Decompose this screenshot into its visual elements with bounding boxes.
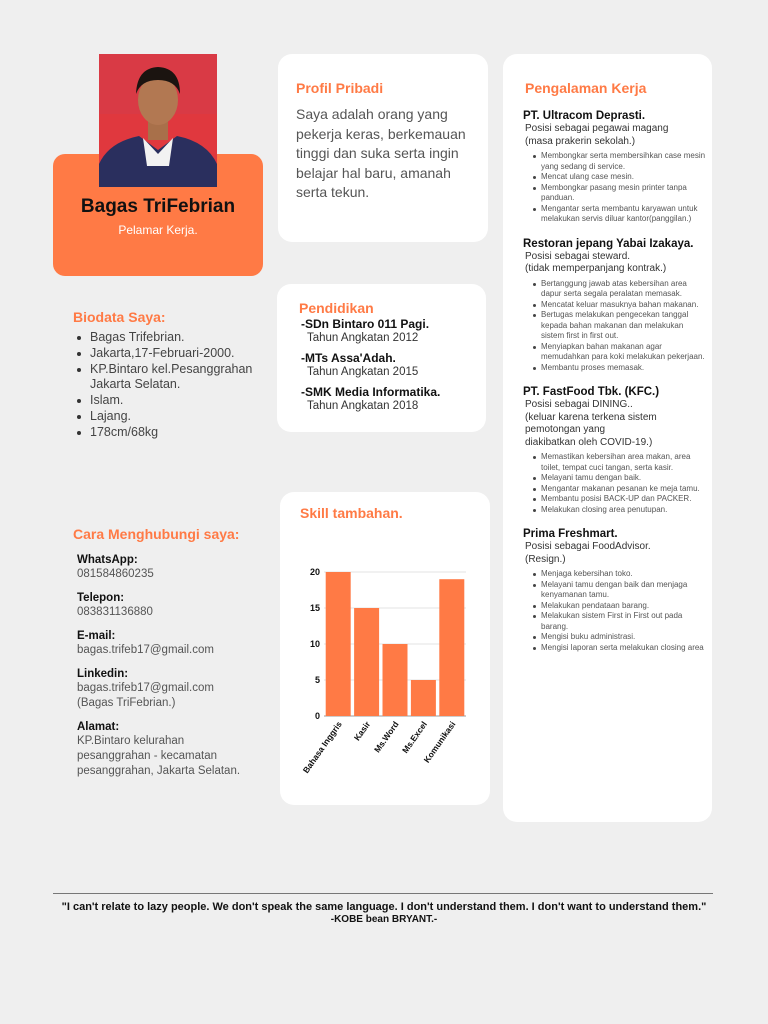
- y-tick-label: 5: [314, 675, 320, 685]
- job-item: [523, 109, 707, 225]
- job-position: Posisi sebagai pegawai magang (masa prakerin sekolah.): [525, 123, 669, 147]
- skill-card: [280, 492, 490, 805]
- job-task: Membongkar serta membersihkan case mesin yang sedang di service.: [533, 151, 707, 172]
- biodata-title: Biodata Saya:: [73, 309, 166, 325]
- contact-label: Alamat:: [77, 721, 120, 733]
- biodata-item: Bagas Trifebrian.: [75, 330, 265, 346]
- biodata-item: 178cm/68kg: [75, 425, 265, 441]
- education-item: [301, 317, 481, 345]
- contact-label: E-mail:: [77, 630, 116, 642]
- experience-card: [503, 54, 712, 822]
- job-position: Posisi sebagai FoodAdvisor. (Resign.): [525, 541, 651, 565]
- job-task: Bertugas melakukan pengecekan tanggal kepada bahan makanan dan melakukan sistem first in first out.: [533, 310, 707, 342]
- job-task: Bertanggung jawab atas kebersihan area dapur serta segala peralatan memasak.: [533, 279, 707, 300]
- full-name: Bagas TriFebrian: [80, 196, 236, 217]
- profile-photo: [99, 54, 217, 187]
- contact-list: [77, 553, 267, 788]
- contact-value: 083831136880: [77, 606, 153, 618]
- skill-title: Skill tambahan.: [300, 505, 403, 521]
- job-company: Restoran jepang Yabai Izakaya.: [523, 237, 694, 250]
- biodata-item: KP.Bintaro kel.Pesanggrahan Jakarta Selatan.: [75, 362, 265, 394]
- bar: [383, 644, 408, 716]
- x-tick-label: Komunikasi: [421, 719, 458, 765]
- job-task: Melakukan sistem First in First out pada barang.: [533, 611, 707, 632]
- job-task-list: [523, 452, 707, 515]
- quote-text: "I can't relate to lazy people. We don't speak the same language. I don't understand them. I don't want to understand them.": [61, 901, 707, 913]
- job-task-list: [523, 279, 707, 374]
- job-task-list: [523, 151, 707, 225]
- job-company: Prima Freshmart.: [523, 528, 618, 540]
- x-tick-label: Ms.Excel: [399, 719, 430, 755]
- person-photo-icon: [99, 54, 217, 187]
- y-tick-label: 15: [309, 603, 320, 613]
- contact-title: Cara Menghubungi saya:: [73, 526, 240, 542]
- x-tick-label: Bahasa Inggris: [300, 719, 344, 776]
- contact-email: [77, 629, 267, 658]
- job-task: Mengisi buku administrasi.: [533, 632, 707, 643]
- x-tick-label: Kasir: [351, 719, 373, 743]
- job-task: Membantu posisi BACK-UP dan PACKER.: [533, 494, 707, 505]
- contact-linkedin: [77, 667, 267, 711]
- education-item: [301, 351, 481, 379]
- divider: [53, 893, 713, 894]
- contact-label: WhatsApp:: [77, 554, 138, 566]
- education-card: [277, 284, 486, 432]
- school-year: Tahun Angkatan 2018: [307, 400, 419, 412]
- experience-title: Pengalaman Kerja: [525, 80, 647, 96]
- job-company: PT. Ultracom Deprasti.: [523, 110, 646, 122]
- profil-text: Saya adalah orang yang pekerja keras, berkemauan tinggi dan suka serta ingin belajar hal baru, amanah serta tekun.: [296, 106, 466, 200]
- job-item: [523, 237, 707, 374]
- education-title: Pendidikan: [299, 300, 374, 316]
- job-task: Mengisi laporan serta melakukan closing area: [533, 643, 707, 654]
- contact-value: 081584860235: [77, 568, 154, 580]
- school-name: -MTs Assa'Adah.: [301, 351, 396, 365]
- contact-value: KP.Bintaro kelurahan pesanggrahan - kecamatan pesanggrahan, Jakarta Selatan.: [77, 735, 241, 777]
- job-task: Melayani tamu dengan baik.: [533, 473, 707, 484]
- job-role: Pelamar Kerja.: [118, 223, 198, 237]
- contact-value: bagas.trifeb17@gmail.com: [77, 644, 214, 656]
- biodata-item: Jakarta,17-Februari-2000.: [75, 346, 265, 362]
- job-item: [523, 385, 707, 515]
- job-task: Mengantar makanan pesanan ke meja tamu.: [533, 484, 707, 495]
- contact-label: Telepon:: [77, 592, 125, 604]
- experience-list: [523, 109, 707, 665]
- skill-bar-chart: [280, 552, 490, 802]
- y-tick-label: 10: [309, 639, 320, 649]
- education-list: [301, 317, 481, 419]
- job-task: Membantu proses memasak.: [533, 363, 707, 374]
- profil-card: [278, 54, 488, 242]
- bar: [411, 680, 436, 716]
- x-tick-label: Ms.Word: [371, 719, 401, 755]
- contact-phone: [77, 591, 267, 620]
- school-name: -SMK Media Informatika.: [301, 385, 441, 399]
- job-position: Posisi sebagai DINING.. (keluar karena terkena sistem pemotongan yang diakibatkan oleh COVID-19.): [525, 399, 657, 448]
- biodata-list: [75, 330, 265, 441]
- job-task: Mengantar serta membantu karyawan untuk melakukan servis diluar kantor(panggilan.): [533, 204, 707, 225]
- school-year: Tahun Angkatan 2012: [307, 332, 419, 344]
- job-task: Mencat ulang case mesin.: [533, 172, 707, 183]
- job-item: [523, 527, 707, 653]
- job-task: Mencatat keluar masuknya bahan makanan.: [533, 300, 707, 311]
- biodata-item: Lajang.: [75, 409, 265, 425]
- biodata-item: Islam.: [75, 393, 265, 409]
- education-item: [301, 385, 481, 413]
- job-task: Melayani tamu dengan baik dan menjaga kenyamanan tamu.: [533, 580, 707, 601]
- bar: [354, 608, 379, 716]
- y-tick-label: 20: [309, 567, 320, 577]
- contact-address: [77, 720, 267, 779]
- job-task: Menyiapkan bahan makanan agar memudahkan para koki melakukan pekerjaan.: [533, 342, 707, 363]
- school-year: Tahun Angkatan 2015: [307, 366, 419, 378]
- contact-label: Linkedin:: [77, 668, 129, 680]
- job-task: Membongkar pasang mesin printer tanpa panduan.: [533, 183, 707, 204]
- bar: [439, 579, 464, 716]
- job-task: Melakukan pendataan barang.: [533, 601, 707, 612]
- job-position: Posisi sebagai steward. (tidak memperpanjang kontrak.): [525, 250, 667, 274]
- job-task-list: [523, 569, 707, 653]
- contact-whatsapp: [77, 553, 267, 582]
- quote-author: -KOBE bean BRYANT.-: [330, 914, 438, 925]
- job-task: Memastikan kebersihan area makan, area toilet, tempat cuci tangan, serta kasir.: [533, 452, 707, 473]
- job-task: Menjaga kebersihan toko.: [533, 569, 707, 580]
- job-task: Melakukan closing area penutupan.: [533, 505, 707, 516]
- school-name: -SDn Bintaro 011 Pagi.: [301, 317, 430, 331]
- bar: [326, 572, 351, 716]
- job-company: PT. FastFood Tbk. (KFC.): [523, 386, 660, 398]
- profil-title: Profil Pribadi: [296, 80, 384, 96]
- contact-value: bagas.trifeb17@gmail.com (Bagas TriFebrian.): [77, 682, 214, 709]
- y-tick-label: 0: [314, 711, 320, 721]
